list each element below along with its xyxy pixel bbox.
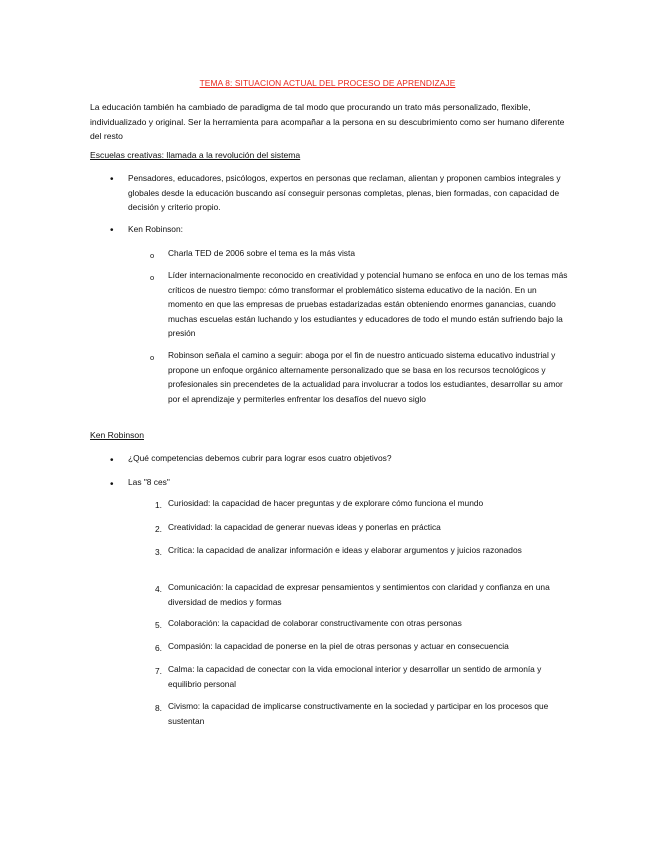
list-item: Civismo: la capacidad de implicarse constructivamente en la sociedad y participar en los procesos que sustentan (168, 701, 549, 726)
list-number: 3. (155, 547, 162, 557)
section-heading-escuelas: Escuelas creativas: llamada a la revolución del sistema (90, 150, 301, 160)
bullet-text: ¿Qué competencias debemos cubrir para lograr esos cuatro objetivos? (128, 453, 392, 463)
page-title: TEMA 8: SITUACION ACTUAL DEL PROCESO DE APRENDIZAJE (199, 78, 456, 88)
bullet-marker: • (110, 225, 114, 236)
list-item: Crítica: la capacidad de analizar información e ideas y elaborar argumentos y juicios razonados (168, 545, 522, 555)
list-number: 5. (155, 620, 162, 630)
bullet-text: Las "8 ces" (128, 477, 170, 487)
list-number: 4. (155, 584, 162, 594)
sub-bullet-text: Robinson señala el camino a seguir: aboga por el fin de nuestro anticuado sistema educativo industrial y propone un enfoque orgánico alternamente personalizado que se basa en los recursos tecnológicos y profesionales sin precendetes de la actualidad para involucrar a todos los estudiantes, desarrollar su amor por el aprendizaje y permiterles enfrentar los desafíos del nuevo siglo (168, 350, 563, 404)
list-item: Creatividad: la capacidad de generar nuevas ideas y ponerlas en práctica (168, 522, 441, 532)
list-item: Colaboración: la capacidad de colaborar constructivamente con otras personas (168, 618, 462, 628)
sub-bullet-marker: o (150, 251, 155, 260)
sub-bullet-marker: o (150, 353, 155, 362)
bullet-text: Ken Robinson: (128, 224, 183, 234)
bullet-marker: • (110, 455, 114, 466)
bullet-marker: • (110, 174, 114, 185)
sub-bullet-marker: o (150, 273, 155, 282)
list-item: Calma: la capacidad de conectar con la vida emocional interior y desarrollar un sentido de armonía y equilibrio personal (168, 664, 542, 689)
intro-paragraph: La educación también ha cambiado de paradigma de tal modo que procurando un trato más personalizado, flexible, individualizado y original. Ser la herramienta para acompañar a la persona en su descubrimiento como ser humano diferente del resto (90, 102, 565, 142)
list-item: Compasión: la capacidad de ponerse en la piel de otras personas y actuar en consecuencia (168, 641, 509, 651)
list-number: 8. (155, 703, 162, 713)
list-number: 2. (155, 524, 162, 534)
list-number: 6. (155, 643, 162, 653)
list-item: Comunicación: la capacidad de expresar pensamientos y sentimientos con claridad y confianza en una diversidad de medios y formas (168, 582, 550, 607)
list-number: 1. (155, 500, 162, 510)
list-number: 7. (155, 666, 162, 676)
bullet-text: Pensadores, educadores, psicólogos, expertos en personas que reclaman, alientan y proponen cambios integrales y globales desde la educación buscando así conseguir personas completas, plenas, bien formadas, con capacidad de decisión y criterio propio. (128, 173, 561, 213)
list-item: Curiosidad: la capacidad de hacer preguntas y de explorare cómo funciona el mundo (168, 498, 484, 508)
sub-bullet-text: Charla TED de 2006 sobre el tema es la más vista (168, 248, 355, 258)
section-heading-ken-robinson: Ken Robinson (90, 430, 144, 440)
bullet-marker: • (110, 479, 114, 490)
sub-bullet-text: Líder internacionalmente reconocido en creatividad y potencial humano se enfoca en uno de los temas más críticos de nuestro tiempo: cómo transformar el problemático sistema educativo de la nación. En un momento en que las empresas de pruebas estadarizadas están obteniendo enormes ganancias, cuando muchas escuelas están luchando y los estudiantes y educadores de todo el mundo están sufriendo bajo la presión (168, 270, 568, 339)
